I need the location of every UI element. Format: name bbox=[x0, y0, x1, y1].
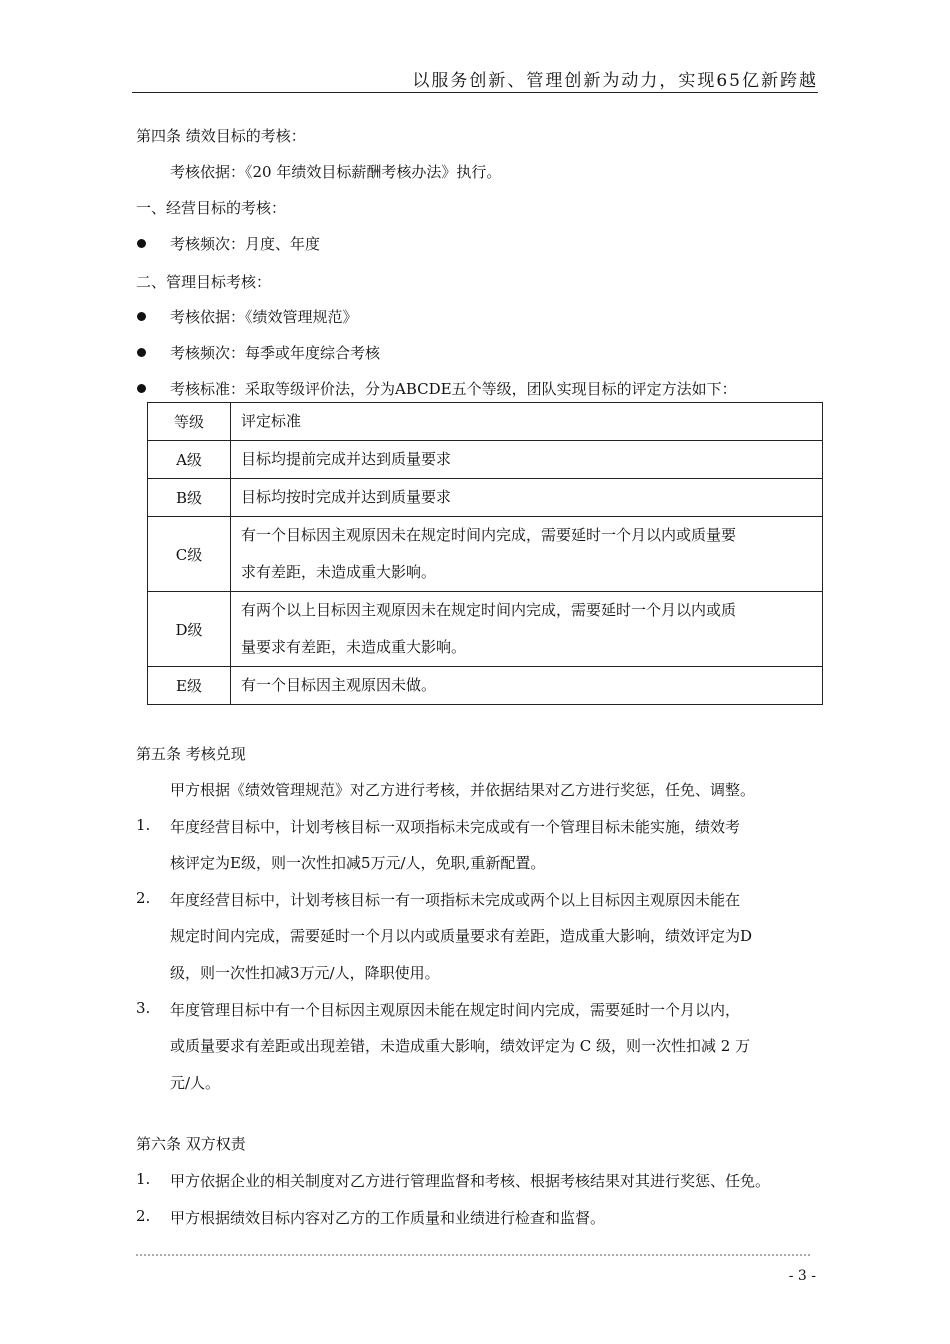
section-2-bullet: 考核频次：每季或年度综合考核 bbox=[170, 344, 381, 362]
criteria-line: 有一个目标因主观原因未在规定时间内完成，需要延时一个月以内或质量要 bbox=[241, 526, 737, 544]
header-rule bbox=[132, 92, 818, 93]
header-grade: 等级 bbox=[148, 403, 231, 441]
criteria-line: 有两个以上目标因主观原因未在规定时间内完成，需要延时一个月以内或质 bbox=[241, 601, 737, 619]
list-number: 3. bbox=[136, 999, 151, 1017]
list-number: 2. bbox=[136, 889, 151, 907]
criteria-cell: 有一个目标因主观原因未做。 bbox=[231, 667, 823, 705]
article-5-intro: 甲方根据《绩效管理规范》对乙方进行考核，并依据结果对乙方进行奖惩，任免、调整。 bbox=[170, 781, 756, 799]
list-number: 2. bbox=[136, 1207, 151, 1225]
section-2-heading: 二、管理目标考核： bbox=[136, 273, 272, 291]
list-item-line: 或质量要求有差距或出现差错，未造成重大影响，绩效评定为 C 级，则一次性扣减 2 万 bbox=[170, 1037, 751, 1055]
page-number: - 3 - bbox=[788, 1268, 816, 1284]
list-number: 1. bbox=[136, 816, 151, 834]
article-4-title: 第四条 绩效目标的考核： bbox=[136, 127, 306, 145]
list-item-line: 规定时间内完成，需要延时一个月以内或质量要求有差距，造成重大影响，绩效评定为D bbox=[170, 927, 753, 945]
list-item-line: 年度经营目标中，计划考核目标一有一项指标未完成或两个以上目标因主观原因未能在 bbox=[170, 891, 741, 909]
list-number: 1. bbox=[136, 1170, 151, 1188]
table-row bbox=[148, 667, 823, 705]
criteria-line: 求有差距，未造成重大影响。 bbox=[241, 563, 437, 581]
grade-cell: D级 bbox=[148, 592, 231, 667]
table-row bbox=[148, 479, 823, 517]
grade-cell: B级 bbox=[148, 479, 231, 517]
list-item-line: 甲方根据绩效目标内容对乙方的工作质量和业绩进行检查和监督。 bbox=[170, 1209, 606, 1227]
footer-rule bbox=[136, 1254, 810, 1256]
bullet-dot bbox=[137, 239, 146, 248]
list-item-line: 元/人。 bbox=[170, 1074, 221, 1092]
table-header-row bbox=[148, 403, 823, 441]
list-item-line: 年度管理目标中有一个目标因主观原因未能在规定时间内完成，需要延时一个月以内， bbox=[170, 1001, 741, 1019]
bullet-dot bbox=[137, 348, 146, 357]
section-1-bullet: 考核频次：月度、年度 bbox=[170, 235, 321, 253]
grade-criteria-table bbox=[147, 402, 823, 705]
list-item-line: 年度经营目标中，计划考核目标一双项指标未完成或有一个管理目标未能实施，绩效考 bbox=[170, 818, 741, 836]
criteria-cell: 目标均按时完成并达到质量要求 bbox=[231, 479, 823, 517]
grade-cell: C级 bbox=[148, 517, 231, 592]
section-2-bullet: 考核依据：《绩效管理规范》 bbox=[170, 308, 358, 326]
table-row bbox=[148, 592, 823, 667]
table-row bbox=[148, 517, 823, 592]
grade-cell: A级 bbox=[148, 441, 231, 479]
bullet-dot bbox=[137, 312, 146, 321]
criteria-cell bbox=[231, 592, 823, 667]
section-2-bullet: 考核标准：采取等级评价法，分为ABCDE五个等级，团队实现目标的评定方法如下： bbox=[170, 380, 737, 398]
article-5-title: 第五条 考核兑现 bbox=[136, 745, 246, 763]
criteria-cell bbox=[231, 517, 823, 592]
grade-cell: E级 bbox=[148, 667, 231, 705]
header-criteria: 评定标准 bbox=[231, 403, 823, 441]
list-item-line: 甲方依据企业的相关制度对乙方进行管理监督和考核、根据考核结果对其进行奖惩、任免。 bbox=[170, 1172, 771, 1190]
list-item-line: 级，则一次性扣减3万元/人，降职使用。 bbox=[170, 964, 440, 982]
article-6-title: 第六条 双方权责 bbox=[136, 1135, 246, 1153]
article-4-basis: 考核依据：《20 年绩效目标薪酬考核办法》执行。 bbox=[170, 163, 502, 181]
list-item-line: 核评定为E级，则一次性扣减5万元/人，免职,重新配置。 bbox=[170, 854, 546, 872]
bullet-dot bbox=[137, 384, 146, 393]
criteria-cell: 目标均提前完成并达到质量要求 bbox=[231, 441, 823, 479]
criteria-line: 量要求有差距，未造成重大影响。 bbox=[241, 638, 467, 656]
section-1-heading: 一、经营目标的考核： bbox=[136, 199, 287, 217]
table-row bbox=[148, 441, 823, 479]
header-slogan: 以服务创新、管理创新为动力，实现65亿新跨越 bbox=[412, 71, 818, 91]
